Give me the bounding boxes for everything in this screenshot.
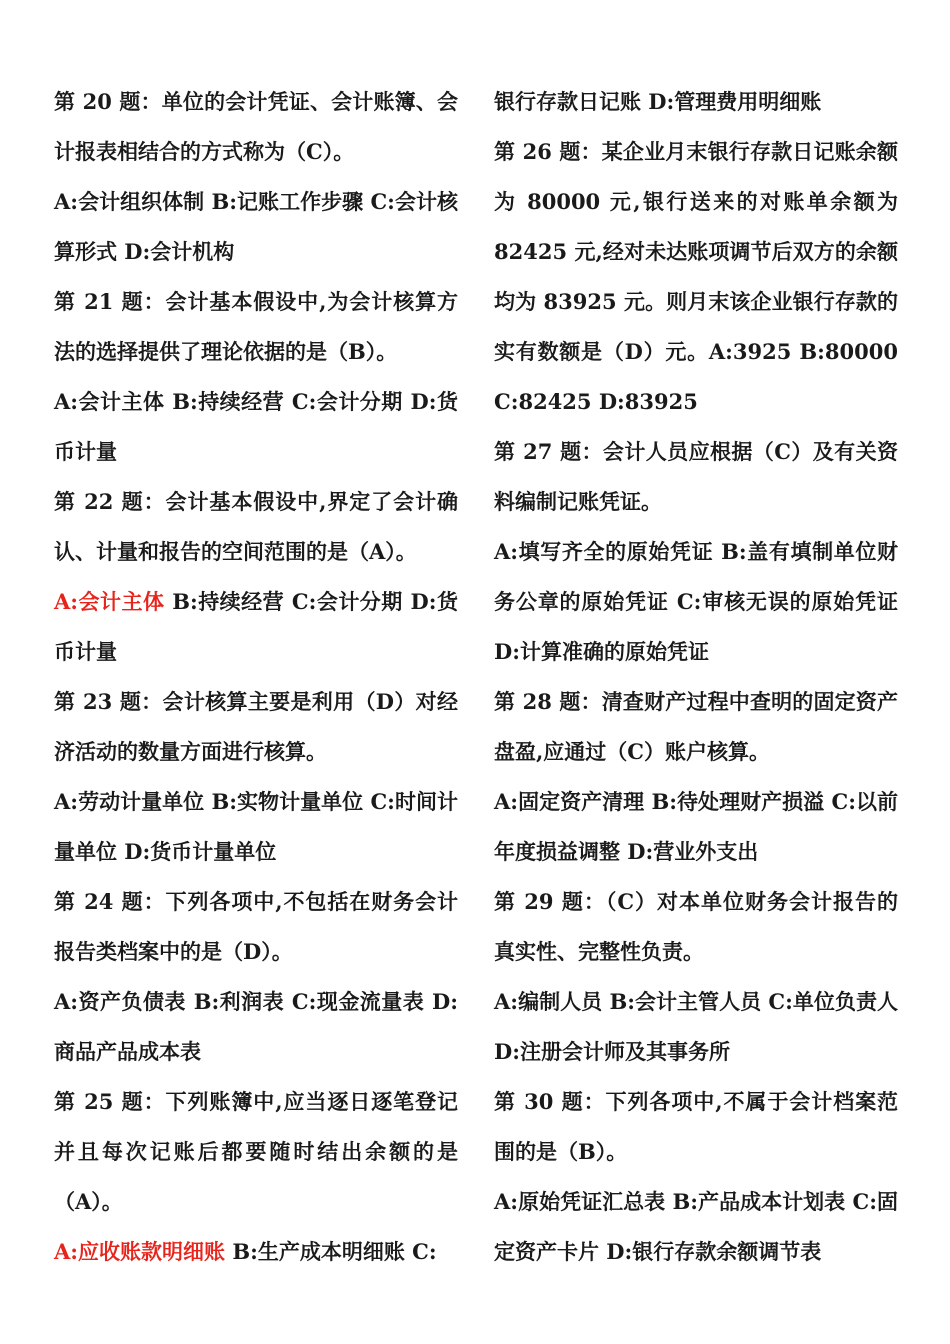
question-28-options: A:固定资产清理 B:待处理财产损溢 C:以前年度损益调整 D:营业外支出 [494, 789, 898, 864]
question-25-options [54, 1227, 458, 1277]
question-21: 第 21 题：会计基本假设中,为会计核算方法的选择提供了理论依据的是（B）。 [54, 289, 458, 364]
question-27: 第 27 题：会计人员应根据（C）及有关资料编制记账凭证。 [494, 439, 898, 514]
right-column [494, 77, 898, 1277]
question-30-options: A:原始凭证汇总表 B:产品成本计划表 C:固定资产卡片 D:银行存款余额调节表 [494, 1189, 898, 1264]
answer-highlight: A:应收账款明细账 [54, 1239, 226, 1264]
question-22: 第 22 题：会计基本假设中,界定了会计确认、计量和报告的空间范围的是（A）。 [54, 489, 458, 564]
left-column [54, 77, 458, 1277]
question-22-options [54, 577, 458, 677]
answer-highlight: A:会计主体 [54, 589, 165, 614]
question-29-options: A:编制人员 B:会计主管人员 C:单位负责人 D:注册会计师及其事务所 [494, 989, 898, 1064]
question-25: 第 25 题：下列账簿中,应当逐日逐笔登记并且每次记账后都要随时结出余额的是（A）。 [54, 1089, 458, 1214]
question-25-options-rest: B:生产成本明细账 C: [225, 1239, 437, 1264]
question-20: 第 20 题：单位的会计凭证、会计账簿、会计报表相结合的方式称为（C）。 [54, 89, 458, 164]
question-27-options: A:填写齐全的原始凭证 B:盖有填制单位财务公章的原始凭证 C:审核无误的原始凭证 D:计算准确的原始凭证 [494, 539, 898, 664]
question-20-options: A:会计组织体制 B:记账工作步骤 C:会计核算形式 D:会计机构 [54, 189, 458, 264]
question-26: 第 26 题：某企业月末银行存款日记账余额为 80000 元,银行送来的对账单余额为 82425 元,经对未达账项调节后双方的余额均为 83925 元。则月末该企业银行存款的实有数额是（D）元。A:3925 B:80000 C:82425 D:83925 [494, 139, 898, 414]
question-22-options-rest: B:持续经营 C:会计分期 D:货币计量 [54, 589, 458, 664]
question-24-options: A:资产负债表 B:利润表 C:现金流量表 D:商品产品成本表 [54, 989, 458, 1064]
question-30: 第 30 题：下列各项中,不属于会计档案范围的是（B）。 [494, 1089, 898, 1164]
question-28: 第 28 题：清查财产过程中查明的固定资产盘盈,应通过（C）账户核算。 [494, 689, 898, 764]
question-29: 第 29 题：（C）对本单位财务会计报告的真实性、完整性负责。 [494, 889, 898, 964]
question-21-options: A:会计主体 B:持续经营 C:会计分期 D:货币计量 [54, 389, 458, 464]
question-23: 第 23 题：会计核算主要是利用（D）对经济活动的数量方面进行核算。 [54, 689, 458, 764]
question-24: 第 24 题：下列各项中,不包括在财务会计报告类档案中的是（D）。 [54, 889, 458, 964]
question-23-options: A:劳动计量单位 B:实物计量单位 C:时间计量单位 D:货币计量单位 [54, 789, 458, 864]
question-25-options-continued: 银行存款日记账 D:管理费用明细账 [494, 89, 822, 114]
